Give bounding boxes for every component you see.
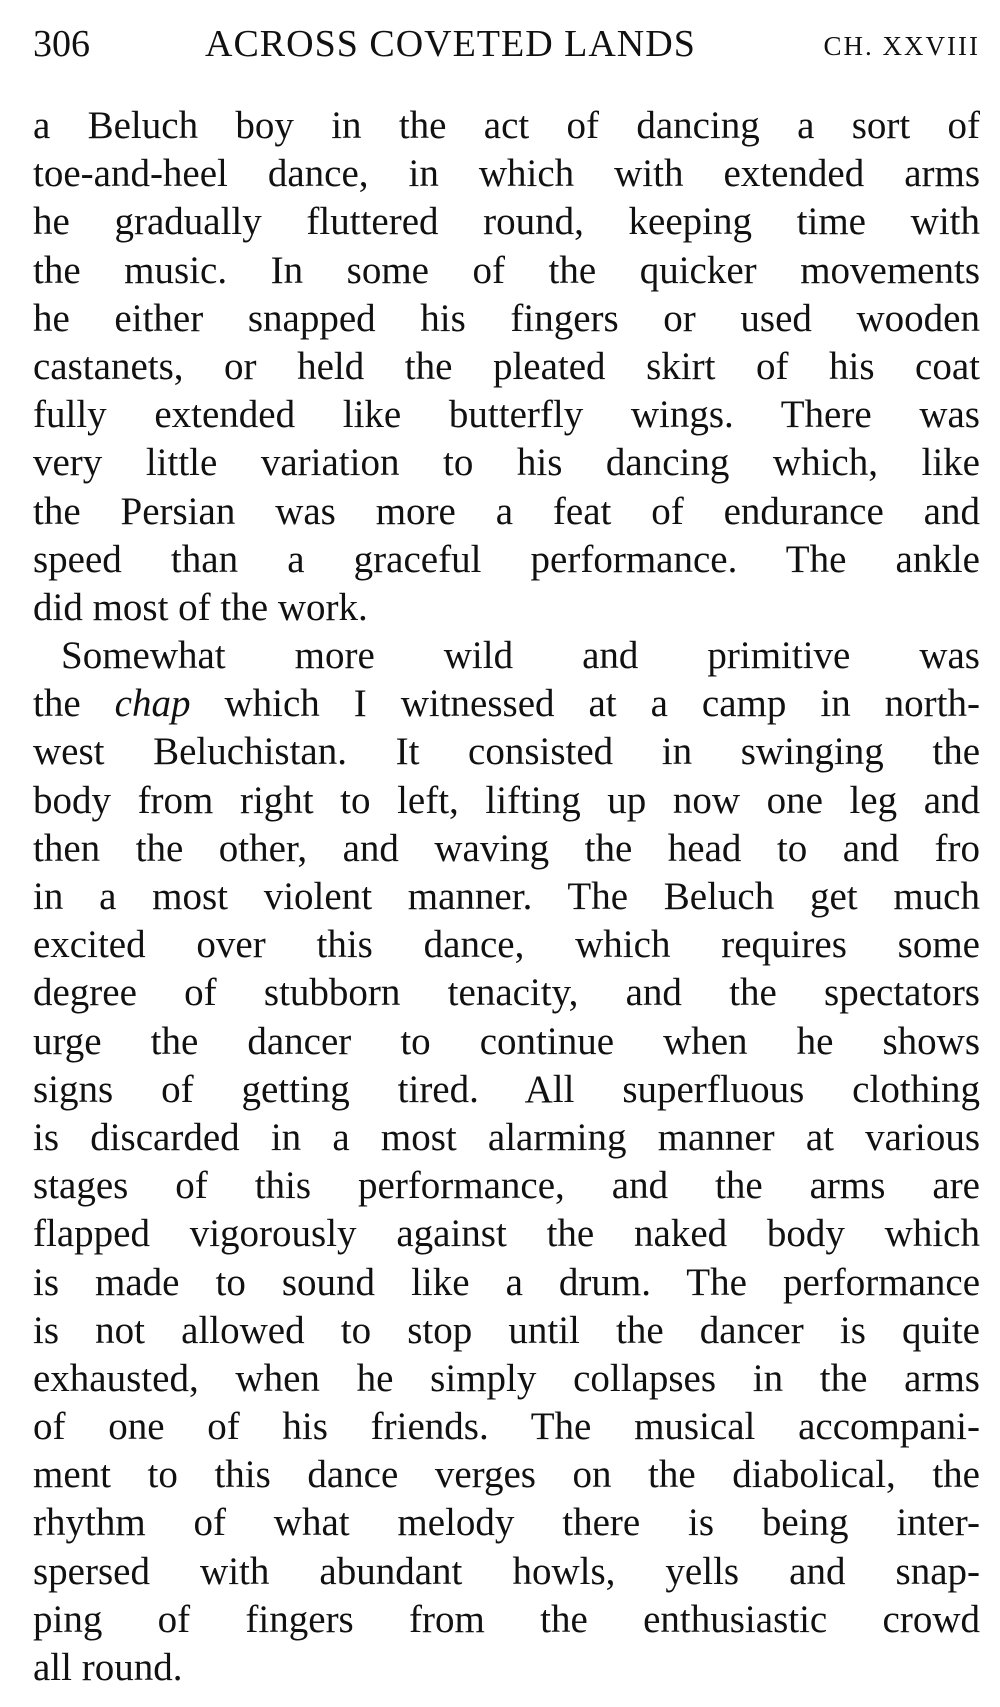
text-line: fully extended like butterfly wings. There was xyxy=(33,393,980,437)
text-line: castanets, or held the pleated skirt of his coat xyxy=(33,344,980,388)
text-line xyxy=(33,680,980,728)
text-line: all round. xyxy=(33,1646,183,1689)
book-title: ACROSS COVETED LANDS xyxy=(205,23,696,65)
text-line: body from right to left, lifting up now one leg and xyxy=(33,778,980,822)
text-line: ping of fingers from the enthusiastic crowd xyxy=(33,1597,980,1641)
text-line: in a most violent manner. The Beluch get much xyxy=(33,875,980,918)
text-line: west Beluchistan. It consisted in swinging the xyxy=(33,730,980,774)
text-line: ment to this dance verges on the diabolical, the xyxy=(33,1453,980,1497)
paragraph-2 xyxy=(33,632,980,1692)
text-line: signs of getting tired. All superfluous clothing xyxy=(33,1067,980,1111)
text-line: the music. In some of the quicker movements xyxy=(33,248,980,292)
text-line: exhausted, when he simply collapses in the arms xyxy=(33,1356,980,1400)
text-line: spersed with abundant howls, yells and snap- xyxy=(33,1549,980,1593)
text-line: very little variation to his dancing which, like xyxy=(33,441,980,485)
text-line: stages of this performance, and the arms are xyxy=(33,1164,980,1208)
text-line: speed than a graceful performance. The ankle xyxy=(33,537,980,581)
text-line: flapped vigorously against the naked body which xyxy=(33,1212,980,1256)
text-line: rhythm of what melody there is being inter- xyxy=(33,1501,980,1545)
text-line: he gradually fluttered round, keeping time with xyxy=(33,200,980,244)
body-text xyxy=(33,102,980,1692)
text-line: of one of his friends. The musical accompani- xyxy=(33,1405,980,1449)
text-line: the Persian was more a feat of endurance and xyxy=(33,489,980,533)
text-line: did most of the work. xyxy=(33,585,368,629)
text-line: is not allowed to stop until the dancer is quite xyxy=(33,1308,980,1352)
text-segment: the xyxy=(33,682,115,726)
running-head xyxy=(33,14,980,74)
text-line: is made to sound like a drum. The performance xyxy=(33,1260,980,1304)
text-line: excited over this dance, which requires some xyxy=(33,923,980,967)
text-segment: which I witnessed at a camp in north- xyxy=(190,682,980,726)
text-line: then the other, and waving the head to and fro xyxy=(33,826,980,870)
text-line: toe-and-heel dance, in which with extended arms xyxy=(33,152,980,196)
text-line: he either snapped his fingers or used wooden xyxy=(33,296,980,340)
chapter-reference: CH. XXVIII xyxy=(823,31,980,61)
paragraph-1 xyxy=(33,102,980,632)
text-line: is discarded in a most alarming manner at various xyxy=(33,1115,980,1159)
text-line: degree of stubborn tenacity, and the spectators xyxy=(33,971,980,1015)
page-number: 306 xyxy=(33,23,90,65)
text-line: a Beluch boy in the act of dancing a sort of xyxy=(33,104,980,147)
text-line: Somewhat more wild and primitive was xyxy=(61,634,980,678)
italic-term: chap xyxy=(114,682,191,726)
text-line: urge the dancer to continue when he shows xyxy=(33,1019,980,1063)
